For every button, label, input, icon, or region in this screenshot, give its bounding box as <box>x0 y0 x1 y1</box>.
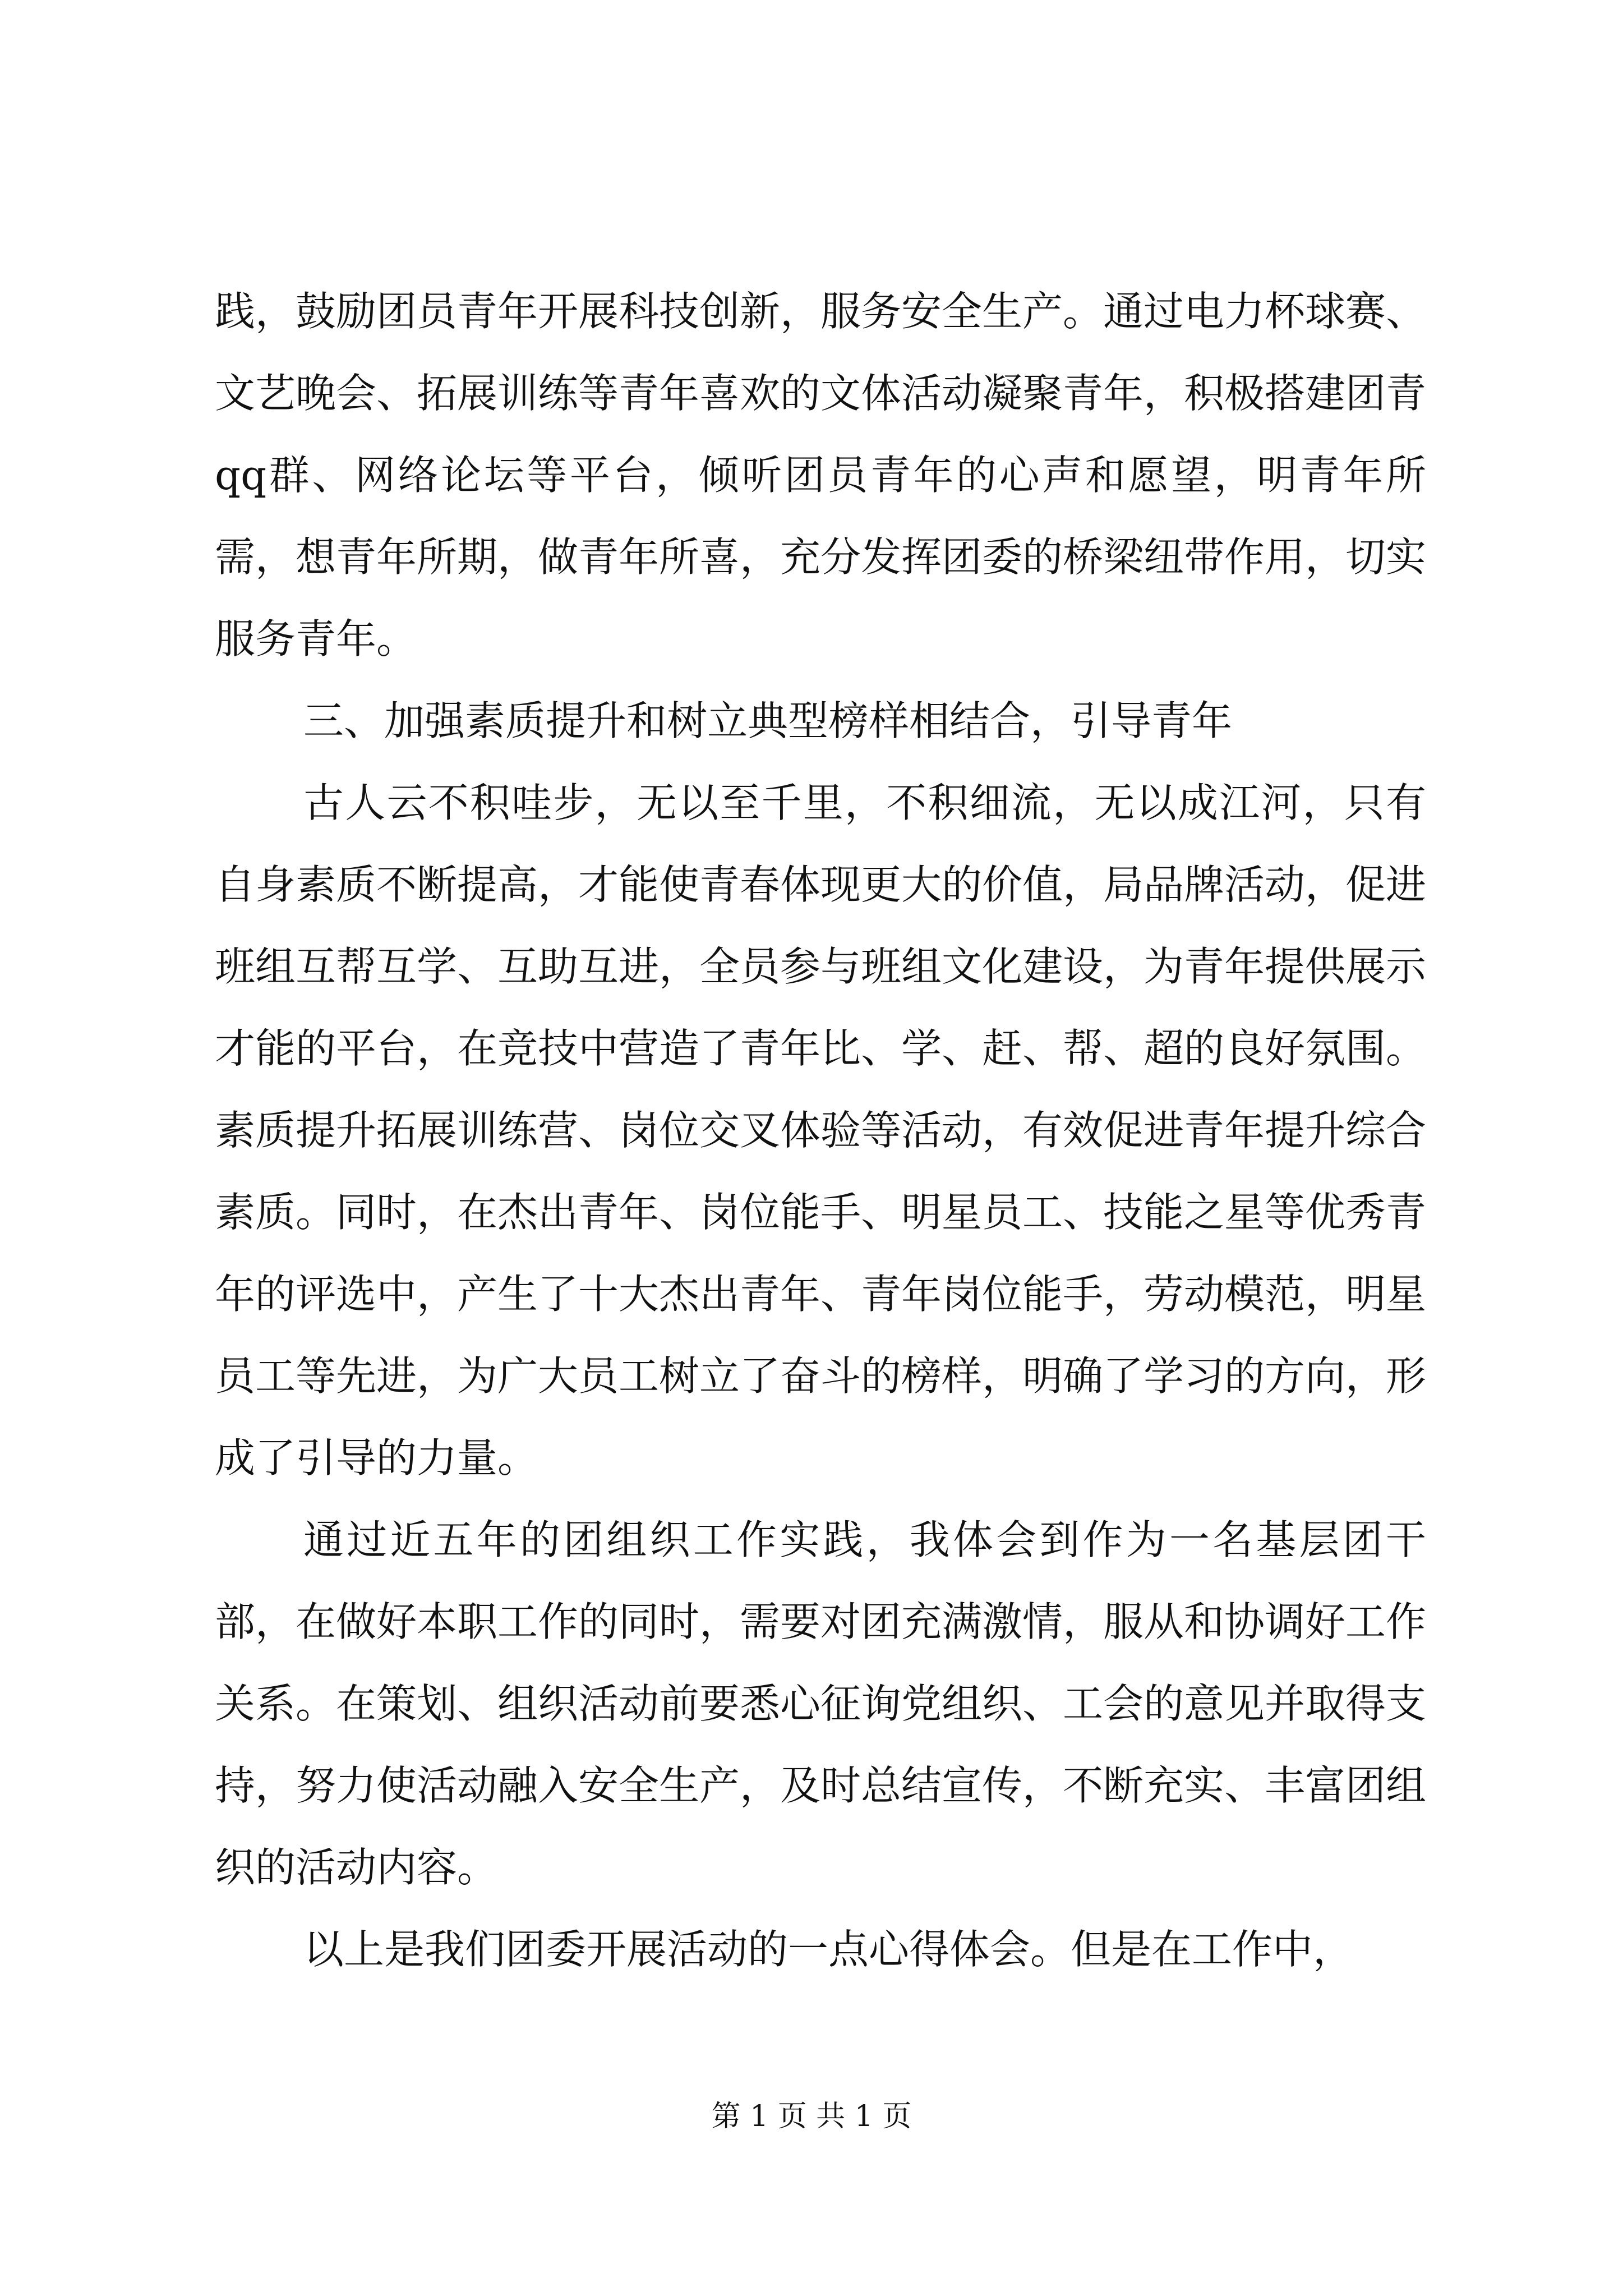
section-heading-3: 三、加强素质提升和树立典型榜样相结合，引导青年 <box>303 697 1233 744</box>
paragraph-3: 通过近五年的团组织工作实践，我体会到作为一名基层团干部，在做好本职工作的同时，需要对团充满激情，服从和协调好工作关系。在策划、组织活动前要悉心征询党组织、工会的意见并取得支持，努力使活动融入安全生产，及时总结宣传，不断充实、丰富团组织的活动内容。 <box>215 1516 1427 1891</box>
paragraph-4: 以上是我们团委开展活动的一点心得体会。但是在工作中， <box>303 1926 1354 1973</box>
document-body <box>215 270 1426 1990</box>
paragraph-2: 古人云不积哇步，无以至千里，不积细流，无以成江河，只有自身素质不断提高，才能使青春体现更大的价值，局品牌活动，促进班组互帮互学、互助互进，全员参与班组文化建设，为青年提供展示才能的平台，在竞技中营造了青年比、学、赶、帮、超的良好氛围。素质提升拓展训练营、岗位交叉体验等活动，有效促进青年提升综合素质。同时，在杰出青年、岗位能手、明星员工、技能之星等优秀青年的评选中，产生了十大杰出青年、青年岗位能手，劳动模范，明星员工等先进，为广大员工树立了奋斗的榜样，明确了学习的方向，形成了引导的力量。 <box>215 779 1427 1481</box>
page-number-footer: 第 1 页 共 1 页 <box>711 2100 912 2133</box>
paragraph-1: 践，鼓励团员青年开展科技创新，服务安全生产。通过电力杯球赛、文艺晚会、拓展训练等青年喜欢的文体活动凝聚青年，积极搭建团青qq群、网络论坛等平台，倾听团员青年的心声和愿望，明青年所需，想青年所期，做青年所喜，充分发挥团委的桥梁纽带作用，切实服务青年。 <box>215 288 1427 662</box>
